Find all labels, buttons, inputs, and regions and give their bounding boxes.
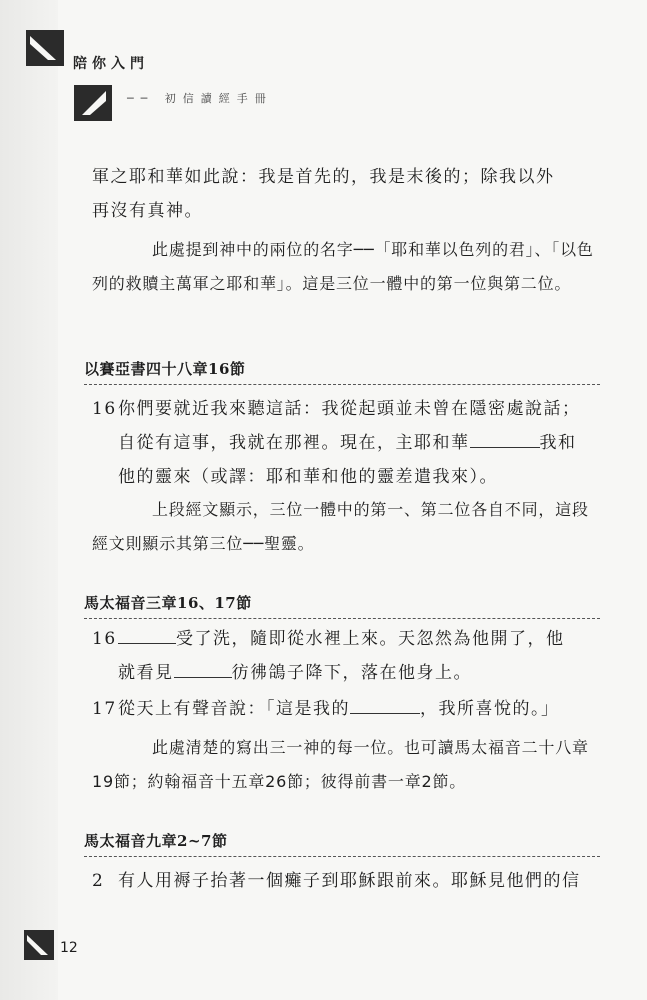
text-line: 再沒有真神。 (92, 201, 203, 221)
page-number: 12 (60, 940, 78, 956)
commentary-paragraph: 此處提到神中的兩位的名字──「耶和華以色列的君」、「以色列的救贖主萬軍之耶和華」。這是三位一體中的第一位與第二位。 (92, 240, 594, 293)
side-strip (0, 0, 58, 1000)
verse-line: 17從天上有聲音說：「這是我的 ，我所喜悅的。」 (92, 692, 602, 726)
dashed-divider (84, 856, 600, 857)
dashed-divider (84, 618, 600, 619)
book-title: 陪你入門 (73, 56, 149, 72)
fill-in-blank[interactable] (174, 661, 232, 678)
verse-line: 16 受了洗，隨即從水裡上來。天忽然為他開了，他 (92, 622, 602, 656)
fill-in-blank[interactable] (470, 431, 540, 448)
verse-block (92, 392, 602, 494)
verse-line: 自從有這事，我就在那裡。現在，主耶和華 我和 (118, 433, 577, 453)
section-heading: 以賽亞書四十八章16節 (84, 360, 246, 378)
section-heading: 馬太福音九章2~7節 (84, 832, 228, 850)
arrow-logo-icon (26, 30, 64, 66)
verse-block (92, 864, 602, 898)
verse-number: 2 (92, 871, 105, 891)
fill-in-blank[interactable] (350, 697, 420, 714)
commentary-paragraph: 此處清楚的寫出三一神的每一位。也可讀馬太福音二十八章19節；約翰福音十五章26節；彼得前書一章2節。 (92, 738, 589, 791)
scripture-continuation (92, 160, 600, 228)
commentary-paragraph: 上段經文顯示，三位一體中的第一、第二位各自不同，這段經文則顯示其第三位──聖靈。 (92, 500, 589, 553)
text-line: 軍之耶和華如此說：我是首先的，我是末後的；除我以外 (92, 167, 555, 187)
verse-line: 他的靈來（或譯：耶和華和他的靈差遣我來）。 (118, 467, 498, 487)
verse-line: 就看見 彷彿鴿子降下，落在他身上。 (118, 663, 472, 683)
verse-block (92, 622, 602, 690)
verse-line: 2 有人用褥子抬著一個癱子到耶穌跟前來。耶穌見他們的信 (92, 864, 602, 898)
arrow-logo-icon (74, 85, 112, 121)
verse-number: 16 (92, 399, 117, 419)
verse-line: 16你們要就近我來聽這話：我從起頭並未曾在隱密處說話； (92, 392, 602, 426)
book-subtitle: ── 初信讀經手冊 (127, 92, 273, 105)
arrow-logo-icon (24, 930, 54, 960)
fill-in-blank[interactable] (118, 627, 176, 644)
section-heading: 馬太福音三章16、17節 (84, 594, 252, 612)
verse-number: 16 (92, 629, 117, 649)
verse-number: 17 (92, 699, 117, 719)
verse-block (92, 692, 602, 726)
dashed-divider (84, 384, 600, 385)
